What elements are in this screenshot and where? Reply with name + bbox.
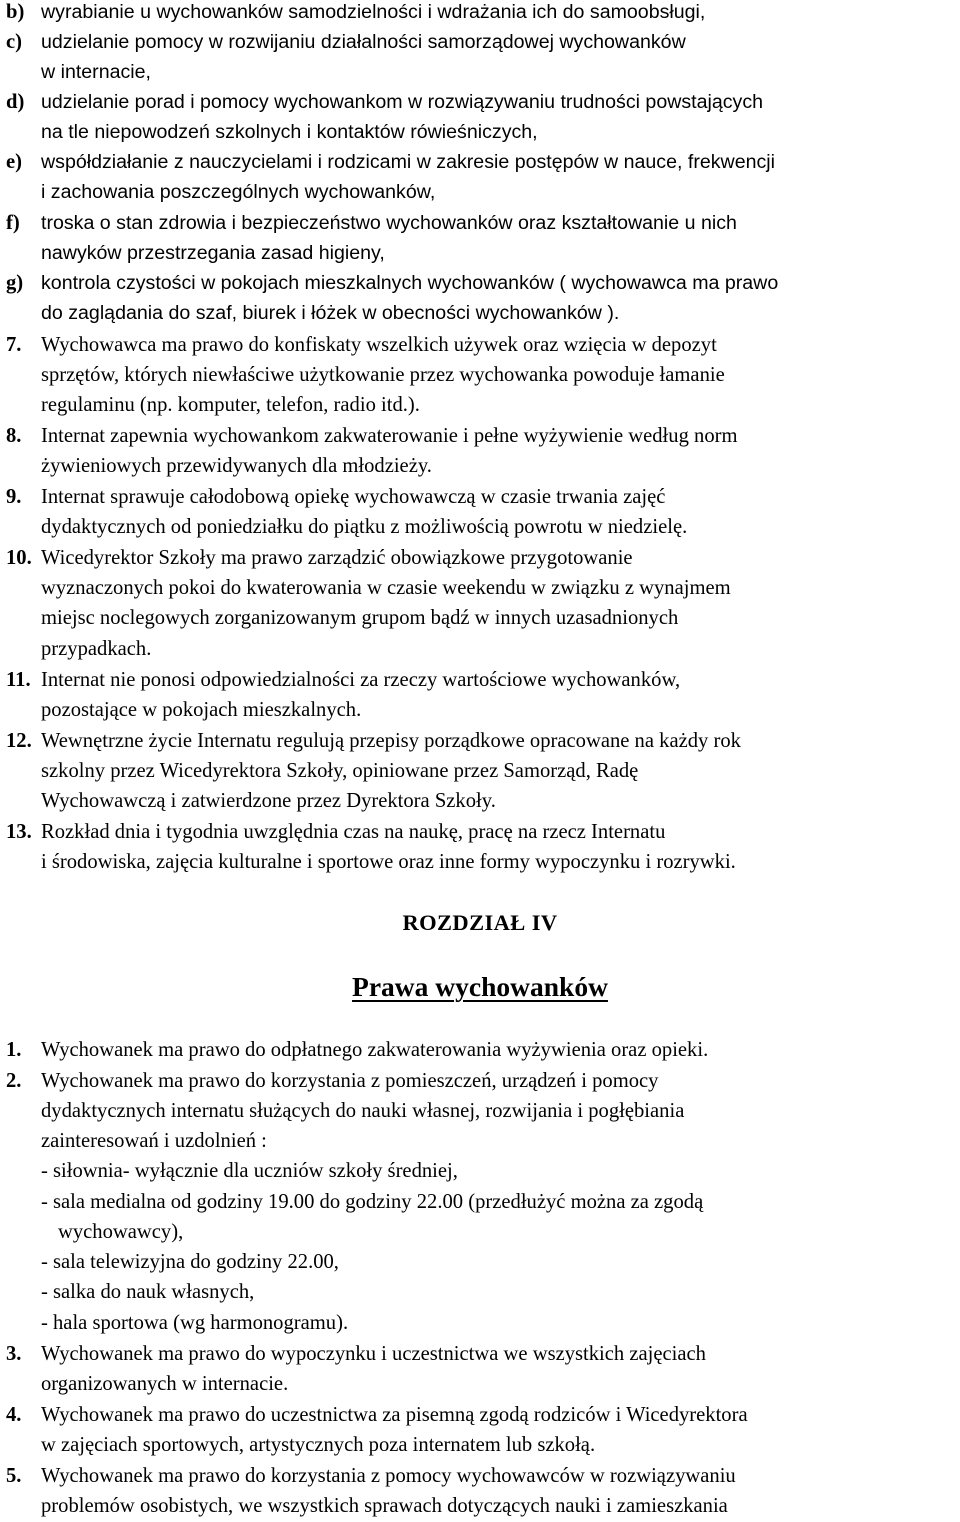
point-text: w zajęciach sportowych, artystycznych poza internatem lub szkołą. xyxy=(41,1434,596,1456)
point-number: 3. xyxy=(6,1343,22,1365)
list-label: c) xyxy=(6,31,22,53)
point-number: 10. xyxy=(6,547,32,569)
list-text: w internacie, xyxy=(41,61,151,83)
facility-item: - hala sportowa (wg harmonogramu). xyxy=(41,1312,349,1334)
point-text: Wychowanek ma prawo do wypoczynku i uczestnictwa we wszystkich zajęciach xyxy=(41,1343,706,1365)
point-text: miejsc noclegowych zorganizowanym grupom bądź w innych uzasadnionych xyxy=(41,607,679,629)
facility-item: - salka do nauk własnych, xyxy=(41,1281,255,1303)
point-number: 5. xyxy=(6,1465,22,1487)
facility-item: - siłownia- wyłącznie dla uczniów szkoły średniej, xyxy=(41,1160,458,1182)
point-number: 11. xyxy=(6,669,31,691)
point-text: pozostające w pokojach mieszkalnych. xyxy=(41,699,362,721)
list-text: współdziałanie z nauczycielami i rodzicami w zakresie postępów w nauce, frekwencji xyxy=(41,151,775,173)
point-number: 12. xyxy=(6,730,32,752)
point-number: 13. xyxy=(6,821,32,843)
point-text: zainteresowań i uzdolnień : xyxy=(41,1130,267,1152)
point-text: Rozkład dnia i tygodnia uwzględnia czas na naukę, pracę na rzecz Internatu xyxy=(41,821,666,843)
list-label: f) xyxy=(6,212,20,234)
list-text: do zaglądania do szaf, biurek i łóżek w obecności wychowanków ). xyxy=(41,302,620,324)
point-text: Wychowawczą i zatwierdzone przez Dyrektora Szkoły. xyxy=(41,790,496,812)
list-label: e) xyxy=(6,151,22,173)
point-text: Wychowawca ma prawo do konfiskaty wszelkich używek oraz wzięcia w depozyt xyxy=(41,334,717,356)
point-text: i środowiska, zajęcia kulturalne i sportowe oraz inne formy wypoczynku i rozrywki. xyxy=(41,851,736,873)
point-text: Internat zapewnia wychowankom zakwaterowanie i pełne wyżywienie według norm xyxy=(41,425,738,447)
point-text: sprzętów, których niewłaściwe użytkowanie przez wychowanka powoduje łamanie xyxy=(41,364,725,386)
point-text: Wychowanek ma prawo do odpłatnego zakwaterowania wyżywienia oraz opieki. xyxy=(41,1039,709,1061)
point-text: Internat sprawuje całodobową opiekę wychowawczą w czasie trwania zajęć xyxy=(41,486,666,508)
list-label: b) xyxy=(6,1,25,23)
point-text: żywieniowych przewidywanych dla młodzieży. xyxy=(41,455,432,477)
list-label: d) xyxy=(6,91,25,113)
point-text: Wychowanek ma prawo do uczestnictwa za pisemną zgodą rodziców i Wicedyrektora xyxy=(41,1404,748,1426)
point-number: 8. xyxy=(6,425,22,447)
point-text: Wychowanek ma prawo do korzystania z pomieszczeń, urządzeń i pomocy xyxy=(41,1070,659,1092)
chapter-heading: ROZDZIAŁ IV xyxy=(402,910,558,935)
point-number: 9. xyxy=(6,486,22,508)
facility-item: - sala telewizyjna do godziny 22.00, xyxy=(41,1251,339,1273)
point-text: Wewnętrzne życie Internatu regulują przepisy porządkowe opracowane na każdy rok xyxy=(41,730,741,752)
list-text: udzielanie porad i pomocy wychowankom w rozwiązywaniu trudności powstających xyxy=(41,91,764,113)
point-text: wyznaczonych pokoi do kwaterowania w czasie weekendu w związku z wynajmem xyxy=(41,577,731,599)
point-text: Wychowanek ma prawo do korzystania z pomocy wychowawców w rozwiązywaniu xyxy=(41,1465,736,1487)
facility-item-continuation: wychowawcy), xyxy=(58,1221,184,1243)
point-text: Wicedyrektor Szkoły ma prawo zarządzić obowiązkowe przygotowanie xyxy=(41,547,633,569)
point-number: 1. xyxy=(6,1039,22,1061)
list-text: i zachowania poszczególnych wychowanków, xyxy=(41,181,436,203)
point-text: problemów osobistych, we wszystkich sprawach dotyczących nauki i zamieszkania xyxy=(41,1495,728,1517)
point-number: 4. xyxy=(6,1404,22,1426)
point-text: szkolny przez Wicedyrektora Szkoły, opiniowane przez Samorząd, Radę xyxy=(41,760,639,782)
point-text: Internat nie ponosi odpowiedzialności za rzeczy wartościowe wychowanków, xyxy=(41,669,681,691)
list-text: na tle niepowodzeń szkolnych i kontaktów rówieśniczych, xyxy=(41,121,538,143)
point-text: regulaminu (np. komputer, telefon, radio itd.). xyxy=(41,394,420,416)
chapter-title: Prawa wychowanków xyxy=(352,971,608,1002)
list-label: g) xyxy=(6,272,24,294)
list-text: nawyków przestrzegania zasad higieny, xyxy=(41,242,385,264)
list-text: wyrabianie u wychowanków samodzielności i wdrażania ich do samoobsługi, xyxy=(41,1,706,23)
list-text: kontrola czystości w pokojach mieszkalnych wychowanków ( wychowawca ma prawo xyxy=(41,272,779,294)
point-text: organizowanych w internacie. xyxy=(41,1373,289,1395)
point-text: dydaktycznych internatu służących do nauki własnej, rozwijania i pogłębiania xyxy=(41,1100,685,1122)
point-number: 2. xyxy=(6,1070,22,1092)
point-text: przypadkach. xyxy=(41,638,152,660)
point-text: dydaktycznych od poniedziałku do piątku z możliwością powrotu w niedzielę. xyxy=(41,516,688,538)
point-number: 7. xyxy=(6,334,22,356)
list-text: troska o stan zdrowia i bezpieczeństwo wychowanków oraz kształtowanie u nich xyxy=(41,212,737,234)
list-text: udzielanie pomocy w rozwijaniu działalności samorządowej wychowanków xyxy=(41,31,686,53)
facility-item: - sala medialna od godziny 19.00 do godziny 22.00 (przedłużyć można za zgodą xyxy=(41,1191,704,1213)
